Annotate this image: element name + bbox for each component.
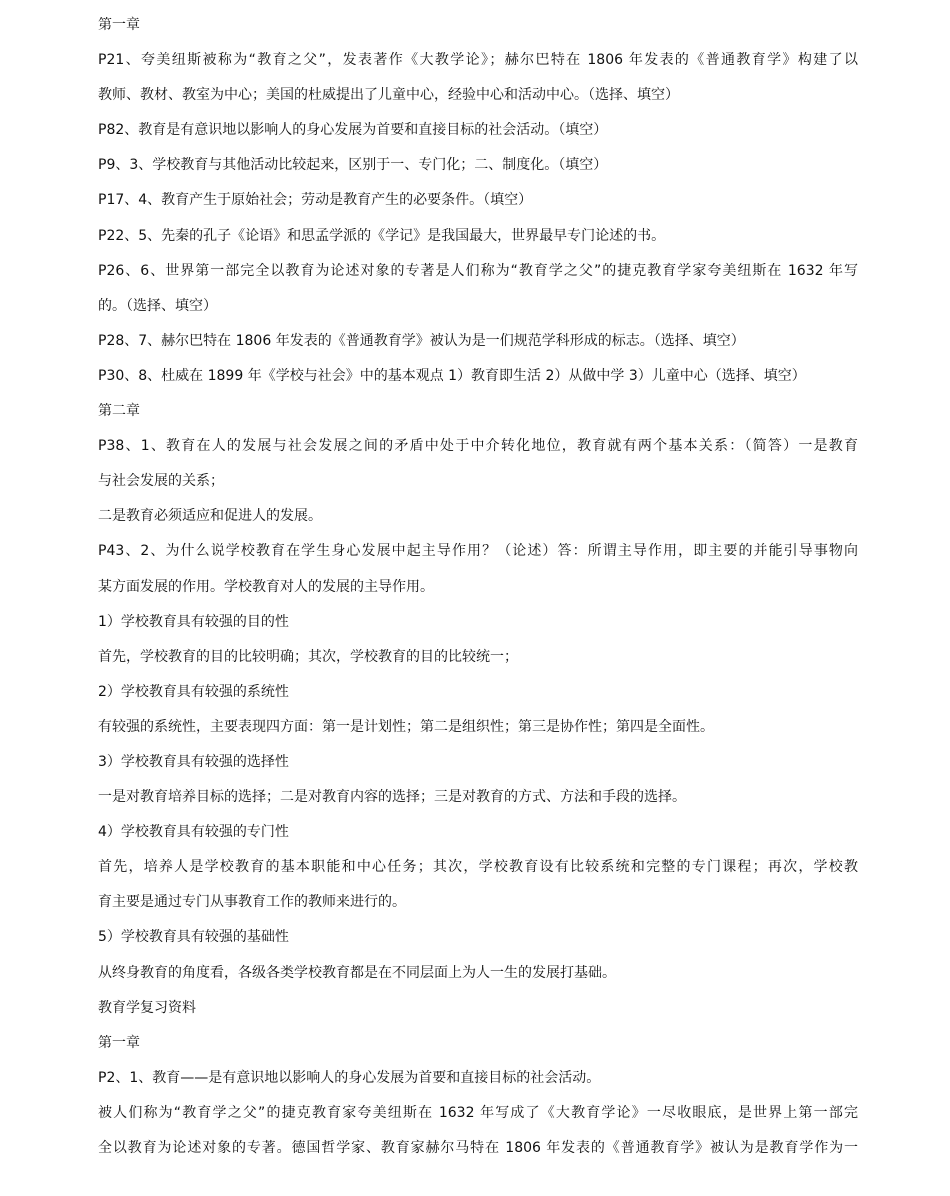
- text-line: 某方面发展的作用。学校教育对人的发展的主导作用。: [98, 578, 434, 595]
- text-line: P30、8、杜威在 1899 年《学校与社会》中的基本观点 1）教育即生活 2）从做中学 3）儿童中心（选择、填空）: [98, 367, 806, 384]
- text-line: 从终身教育的角度看，各级各类学校教育都是在不同层面上为人一生的发展打基础。: [98, 964, 616, 981]
- text-line: 一是对教育培养目标的选择；二是对教育内容的选择；三是对教育的方式、方法和手段的选择。: [98, 789, 686, 806]
- text-line: P9、3、学校教育与其他活动比较起来，区别于一、专门化；二、制度化。（填空）: [98, 157, 608, 174]
- chapter-heading: 第一章: [98, 1034, 140, 1051]
- list-item-heading: 2）学校教育具有较强的系统性: [98, 683, 289, 700]
- text-line: 首先，培养人是学校教育的基本职能和中心任务；其次，学校教育设有比较系统和完整的专门课程；再次，学校教: [98, 859, 858, 876]
- text-line: P26、6、世界第一部完全以教育为论述对象的专著是人们称为“教育学之父”的捷克教育学家夸美纽斯在 1632 年写: [98, 262, 858, 279]
- document-page: [98, 8, 858, 1166]
- list-item-heading: 1）学校教育具有较强的目的性: [98, 613, 289, 630]
- text-line: P2、1、教育——是有意识地以影响人的身心发展为首要和直接目标的社会活动。: [98, 1069, 601, 1086]
- text-line: 的。（选择、填空）: [98, 297, 217, 314]
- list-item-heading: 3）学校教育具有较强的选择性: [98, 753, 289, 770]
- chapter-heading: 第一章: [98, 17, 140, 33]
- text-line: P21、夸美纽斯被称为“教育之父”，发表著作《大教学论》；赫尔巴特在 1806 年发表的《普通教育学》构建了以: [98, 52, 858, 69]
- text-line: 与社会发展的关系；: [98, 473, 224, 490]
- text-line: P17、4、教育产生于原始社会；劳动是教育产生的必要条件。（填空）: [98, 192, 533, 209]
- text-line: 二是教育必须适应和促进人的发展。: [98, 508, 322, 525]
- text-line: P82、教育是有意识地以影响人的身心发展为首要和直接目标的社会活动。（填空）: [98, 122, 608, 139]
- text-line: 育主要是通过专门从事教育工作的教师来进行的。: [98, 894, 406, 911]
- text-line: P38、1、教育在人的发展与社会发展之间的矛盾中处于中介转化地位，教育就有两个基本关系：（简答）一是教育: [98, 438, 858, 455]
- chapter-heading: 第二章: [98, 403, 140, 420]
- text-line: 教师、教材、教室为中心；美国的杜威提出了儿童中心，经验中心和活动中心。（选择、填空）: [98, 87, 679, 104]
- text-line: P22、5、先秦的孔子《论语》和思孟学派的《学记》是我国最大，世界最早专门论述的书。: [98, 227, 666, 244]
- text-line: 有较强的系统性，主要表现四方面：第一是计划性；第二是组织性；第三是协作性；第四是全面性。: [98, 718, 714, 735]
- text-line: P43、2、为什么说学校教育在学生身心发展中起主导作用？（论述）答：所谓主导作用，即主要的并能引导事物向: [98, 543, 858, 560]
- list-item-heading: 4）学校教育具有较强的专门性: [98, 824, 289, 841]
- text-line: 首先，学校教育的目的比较明确；其次，学校教育的目的比较统一；: [98, 648, 518, 665]
- text-line: P28、7、赫尔巴特在 1806 年发表的《普通教育学》被认为是一们规范学科形成的标志。（选择、填空）: [98, 332, 745, 349]
- text-line: 全以教育为论述对象的专著。德国哲学家、教育家赫尔马特在 1806 年发表的《普通教育学》被认为是教育学作为一: [98, 1140, 858, 1156]
- text-line: 被人们称为“教育学之父”的捷克教育家夸美纽斯在 1632 年写成了《大教育学论》一尽收眼底，是世界上第一部完: [98, 1104, 858, 1121]
- section-title: 教育学复习资料: [98, 999, 196, 1016]
- list-item-heading: 5）学校教育具有较强的基础性: [98, 929, 289, 946]
